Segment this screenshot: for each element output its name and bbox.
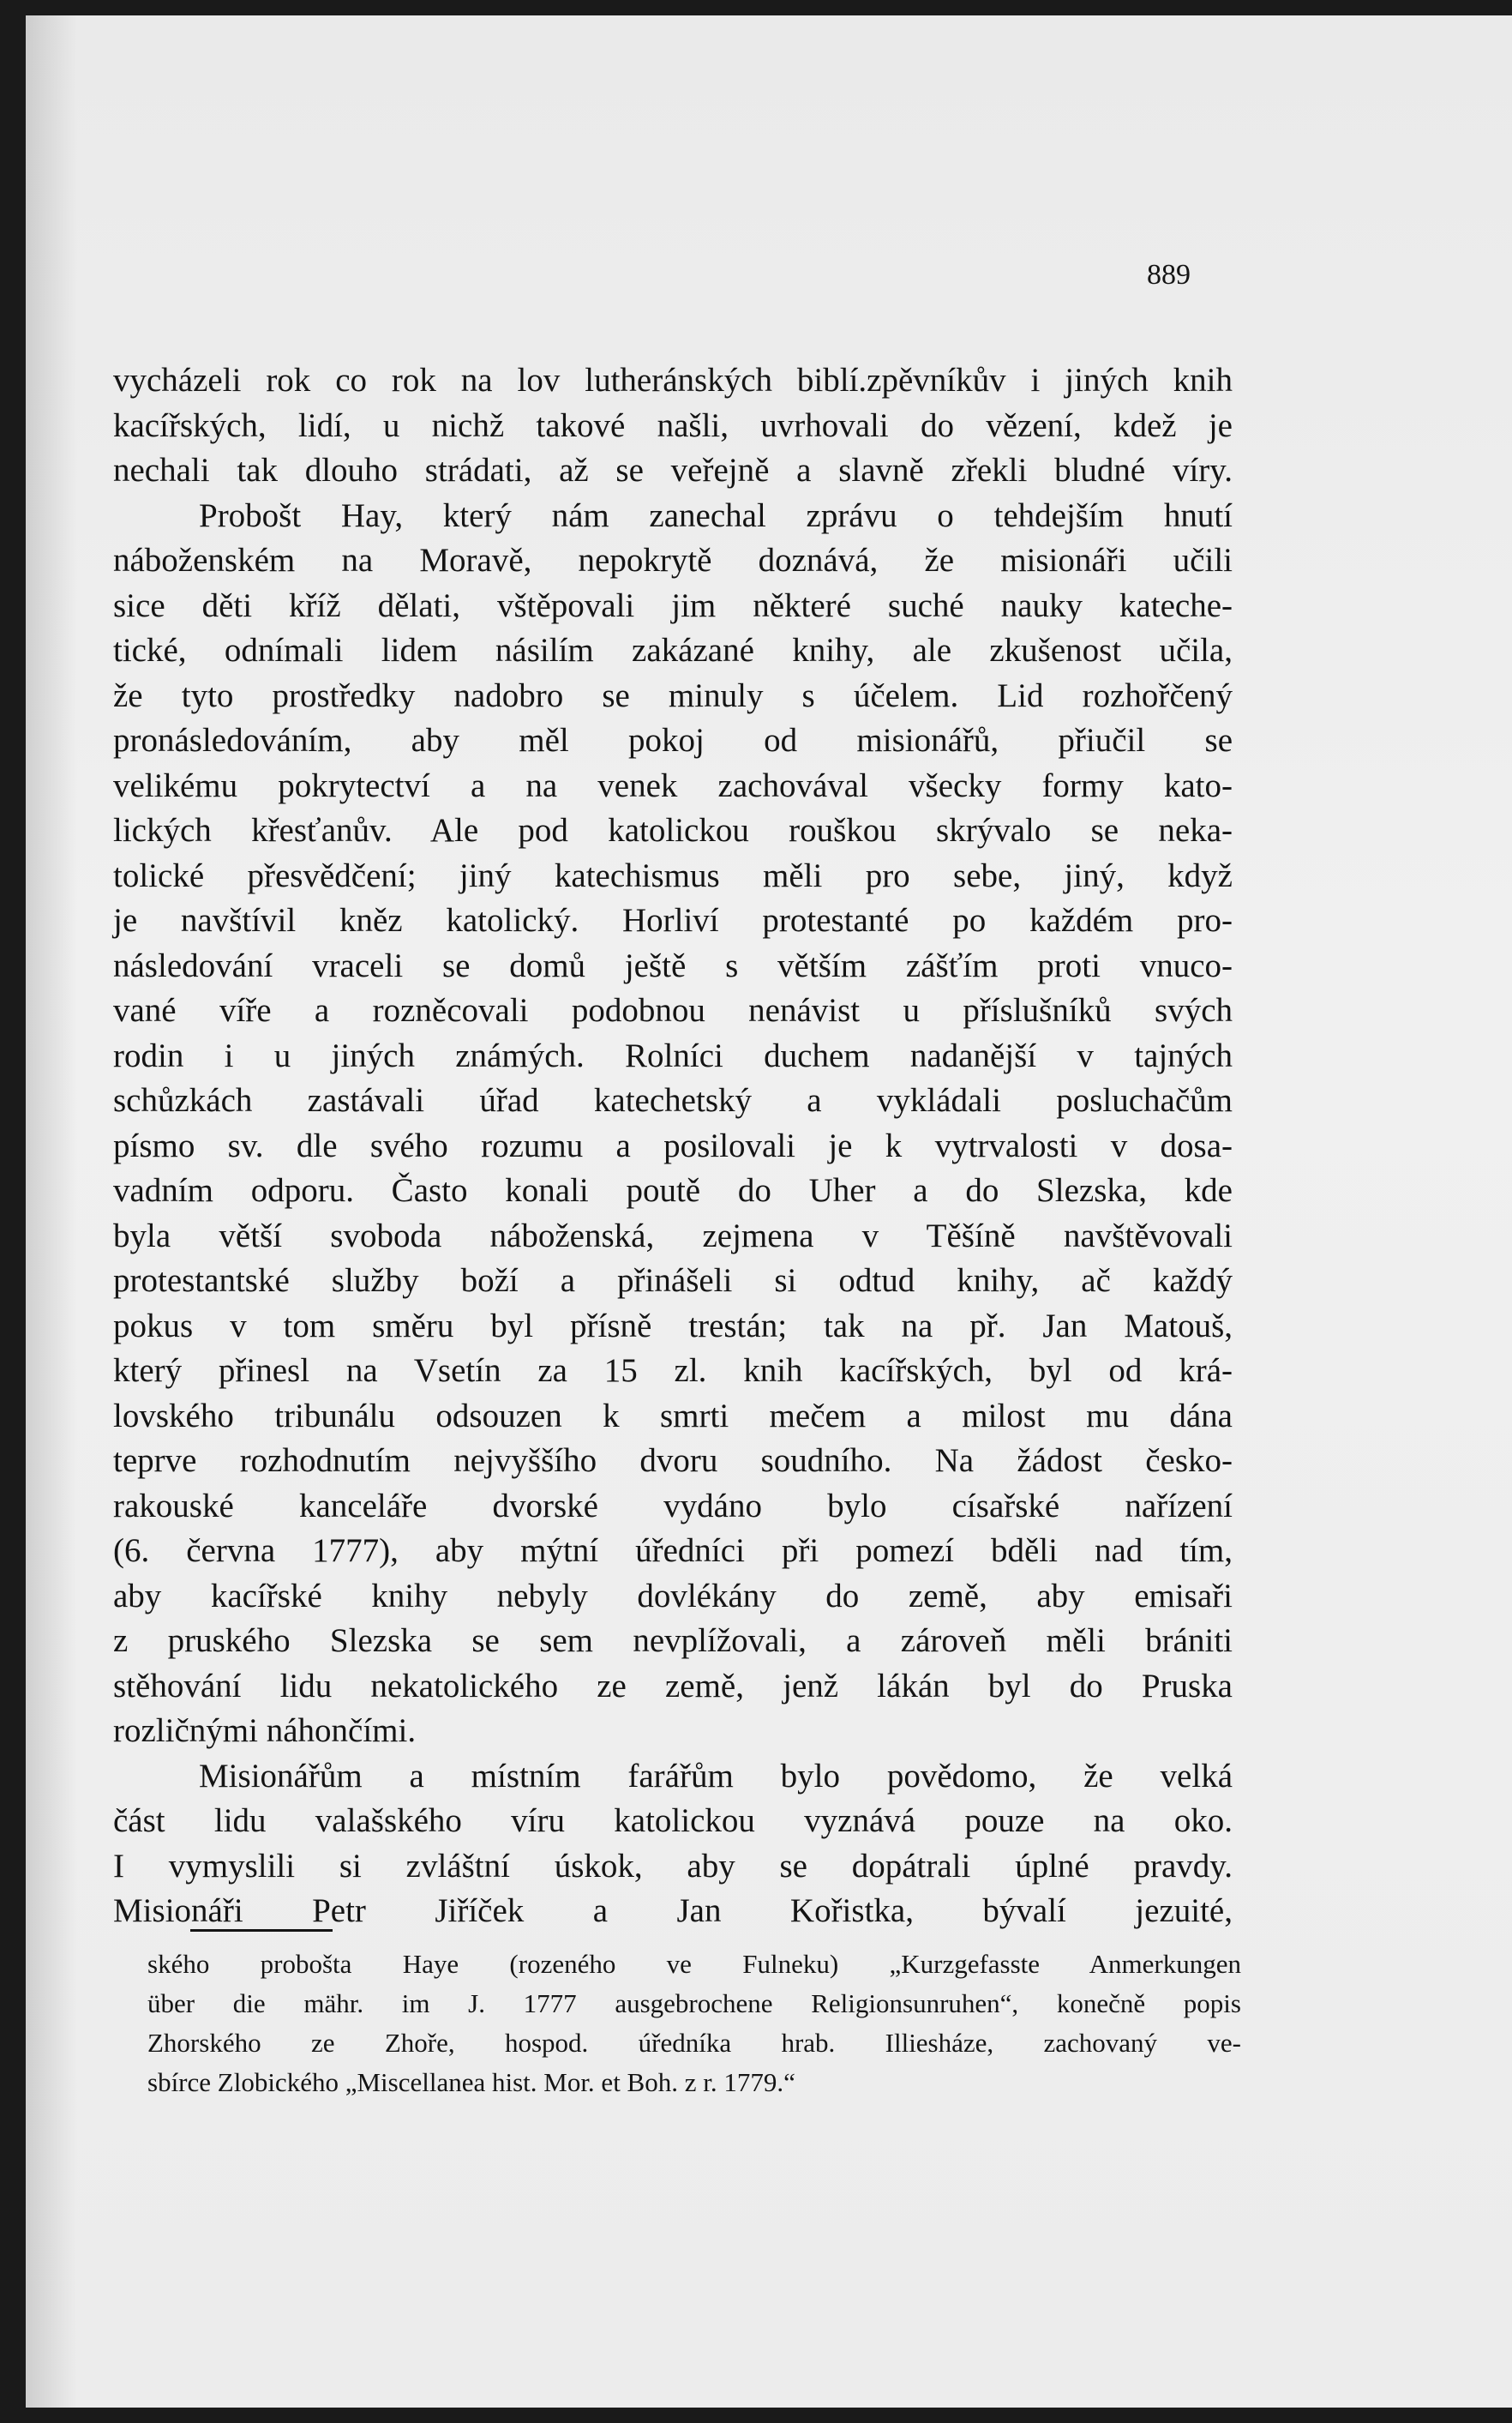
footnote-line: ského probošta Haye (rozeného ve Fulneku) „Kurzgefasste Anmerkungen (147, 1949, 1241, 1979)
body-line: pronásledováním, aby měl pokoj od misionářů, přiučil se (113, 722, 1233, 759)
body-line: Probošt Hay, který nám zanechal zprávu o tehdejším hnutí (199, 496, 1233, 534)
body-line: rodin i u jiných známých. Rolníci duchem nadanější v tajných (113, 1037, 1233, 1074)
body-line: Misionáři Petr Jiříček a Jan Kořistka, bývalí jezuité, (113, 1892, 1233, 1929)
footnote-line: Zhorského ze Zhoře, hospod. úředníka hrab. Illiesháze, zachovaný ve- (147, 2028, 1241, 2058)
body-line: písmo sv. dle svého rozumu a posilovali je k vytrvalosti v dosa- (113, 1127, 1233, 1164)
body-line: vycházeli rok co rok na lov lutheránských biblí.zpěvníkův i jiných knih (113, 362, 1233, 399)
body-line: rozličnými náhončími. (113, 1712, 417, 1749)
body-line: I vymyslili si zvláštní úskok, aby se dopátrali úplné pravdy. (113, 1847, 1233, 1885)
body-line: lických křesťanův. Ale pod katolickou rouškou skrývalo se neka- (113, 812, 1233, 849)
body-line: vadním odporu. Často konali poutě do Uher a do Slezska, kde (113, 1172, 1233, 1209)
body-line: rakouské kanceláře dvorské vydáno bylo císařské nařízení (113, 1487, 1233, 1524)
body-line: protestantské služby boží a přinášeli si odtud knihy, ač každý (113, 1262, 1233, 1299)
body-line: sice děti kříž dělati, vštěpovali jim některé suché nauky kateche- (113, 586, 1233, 624)
body-line: lovského tribunálu odsouzen k smrti mečem a milost mu dána (113, 1397, 1233, 1434)
body-line: Misionářům a místním farářům bylo povědomo, že velká (199, 1757, 1233, 1795)
footnote (147, 1945, 1241, 2102)
spine-shadow (26, 15, 77, 2408)
body-line: náboženském na Moravě, nepokrytě doznává, že misionáři učili (113, 542, 1233, 579)
footnote-line: über die mähr. im J. 1777 ausgebrochene Religionsunruhen“, konečně popis (147, 1988, 1241, 2018)
body-line: že tyto prostředky nadobro se minuly s účelem. Lid rozhořčený (113, 676, 1233, 714)
body-line: který přinesl na Vsetín za 15 zl. knih kacířských, byl od krá- (113, 1352, 1233, 1389)
body-line: nechali tak dlouho strádati, až se veřejně a slavně zřekli bludné víry. (113, 452, 1233, 489)
body-line: aby kacířské knihy nebyly dovlékány do země, aby emisaři (113, 1577, 1233, 1614)
body-line: pokus v tom směru byl přísně trestán; tak na př. Jan Matouš, (113, 1307, 1233, 1344)
body-line: stěhování lidu nekatolického ze země, jenž lákán byl do Pruska (113, 1667, 1233, 1705)
body-line: vané víře a rozněcovali podobnou nenávist u příslušníků svých (113, 992, 1233, 1029)
body-line: část lidu valašského víru katolickou vyznává pouze na oko. (113, 1802, 1233, 1839)
body-line: tické, odnímali lidem násilím zakázané knihy, ale zkušenost učila, (113, 632, 1233, 669)
body-line: velikému pokrytectví a na venek zachovával všecky formy kato- (113, 767, 1233, 804)
footnote-line: sbírce Zlobického „Miscellanea hist. Mor. et Boh. z r. 1779.“ (147, 2067, 795, 2097)
body-text (113, 358, 1233, 1934)
page-number: 889 (1147, 259, 1191, 291)
body-line: schůzkách zastávali úřad katechetský a vykládali posluchačům (113, 1082, 1233, 1119)
body-line: tolické přesvědčení; jiný katechismus měli pro sebe, jiný, když (113, 857, 1233, 894)
body-line: následování vraceli se domů ještě s větším zášťím proti vnucο- (113, 947, 1233, 984)
body-line: byla větší svoboda náboženská, zejmena v Těšíně navštěvovali (113, 1217, 1233, 1254)
body-line: z pruského Slezska se sem nevplížovali, a zároveň měli brániti (113, 1622, 1233, 1659)
body-line: kacířských, lidí, u nichž takové našli, uvrhovali do vězení, kdež je (113, 406, 1233, 444)
footnote-divider (190, 1929, 333, 1932)
body-line: (6. června 1777), aby mýtní úředníci při pomezí bděli nad tím, (113, 1532, 1233, 1569)
body-line: je navštívil kněz katolický. Horliví protestanté po každém pro- (113, 902, 1233, 939)
body-line: teprve rozhodnutím nejvyššího dvoru soudního. Na žádost česko- (113, 1442, 1233, 1479)
